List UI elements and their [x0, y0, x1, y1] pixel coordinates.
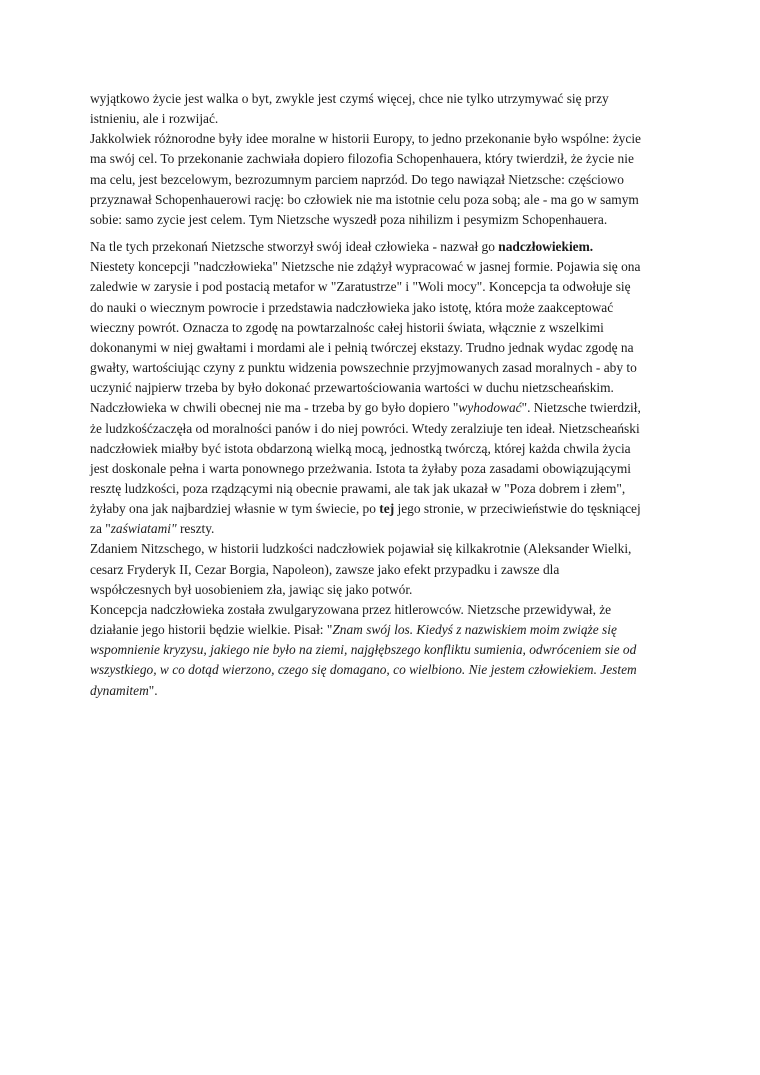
paragraph-4 — [90, 539, 672, 599]
paragraph-2-text: Jakkolwiek różnorodne były idee moralne w historii Europy, to jedno przekonanie było wspólne: życie ma swój cel. To przekonanie zachwiała dopiero filozofia Schopenhauera, który twierdził, że życie nie ma celu, jest bezcelowym, bezrozumnym parciem naprzód. Do tego nawiązał Nietzsche: częściowo przyznawał Schopenhauerowi rację: bo człowiek nie ma istotnie celu poza sobą; ale - ma go w samym sobie: samo zycie jest celem. Tym Nietzsche wyszedł poza nihilizm i pesymizm Schopenhauera. — [90, 131, 641, 227]
paragraph-4-text: Zdaniem Nitzschego, w historii ludzkości nadczłowiek pojawiał się kilkakrotnie (Aleksander Wielki, cesarz Fryderyk II, Cezar Borgia, Napoleon), zawsze jako efekt przypadku i zawsze dla współczesnych był uosobieniem zła, jawiąc się jako potwór. — [90, 541, 632, 597]
document-body — [90, 89, 672, 701]
paragraph-1-text: wyjątkowo życie jest walka o byt, zwykle jest czymś więcej, chce nie tylko utrzymywać się przy istnieniu, ale i rozwijać. — [90, 91, 609, 127]
paragraph-2 — [90, 129, 672, 230]
paragraph-3-bold-2: tej — [379, 501, 395, 517]
paragraph-5 — [90, 600, 672, 701]
paragraph-3-body-3: jego stronie, w przeciwieństwie do tęskniącej za " — [90, 501, 641, 537]
paragraph-3-intro: Na tle tych przekonań Nietzsche stworzył swój ideał człowieka - nazwał go — [90, 239, 499, 255]
paragraph-3-body-2: ". Nietzsche twierdził, że ludzkośćzaczęła od moralności panów i do niej powróci. Wtedy zeralziuje ten ideał. Nietzscheański nadczłowiek miałby być istota obdarzoną wielką mocą, jednostką twórczą, której każda chwila życia jest doskonale pełna i warta ponownego przeżwania. Istota ta żyłaby poza zasadami obowiązującymi resztę ludzkości, poza rządzącymi nią obecnie prawami, ale tak jak ukazał w "Poza dobrem i złem", żyłaby ona jak najbardziej własnie w tym świecie, po — [90, 400, 641, 517]
paragraph-3-body-1: Niestety koncepcji "nadczłowieka" Nietzsche nie zdążył wypracować w jasnej formie. Pojawia się ona zaledwie w zarysie i pod postacią metafor w "Zaratustrze" i "Woli mocy". Koncepcja ta odwołuje się do nauki o wiecznym powrocie i przedstawia nadczłowieka jako istotę, która może zaakceptować wieczny powrót. Oznacza to zgodę na powtarzalnośc całej historii świata, włącznie z wszelkimi dokonanymi w niej gwałtami i mordami ale i pełnią twórczej ekstazy. Trudno jednak wydac zgodę na gwałty, wartościując czyny z punktu widzenia powszechnie przyjmowanych zasad moralnych - aby to uczynić najpierw trzeba by było dokonać przewartościowania wartości w duchu nietzscheańskim. Nadczłowieka w chwili obecnej nie ma - trzeba by go było dopiero " — [90, 259, 641, 416]
paragraph-3 — [90, 237, 672, 539]
paragraph-3-bold-term: nadczłowiekiem. — [498, 239, 594, 255]
paragraph-3-body-4: reszty. — [176, 521, 215, 537]
paragraph-1 — [90, 89, 672, 129]
paragraph-5-outro: ". — [148, 682, 158, 698]
paragraph-5-intro: Koncepcja nadczłowieka została zwulgaryzowana przez hitlerowców. Nietzsche przewidywał, że działanie jego historii będzie wielkie. Pisał: " — [90, 601, 612, 638]
paragraph-5-quote: Znam swój los. Kiedyś z nazwiskiem moim zwiąże się wspomnienie kryzysu, jakiego nie było na ziemi, najgłębszego konfliktu sumienia, odwróceniem sie od wszystkiego, w co dotąd wierzono, czego się domagano, co wielbiono. Nie jestem człowiekiem. Jestem dynamitem — [90, 622, 637, 698]
paragraph-3-italic-1: wyhodować — [458, 400, 522, 416]
paragraph-3-italic-2: zaświatami" — [110, 521, 177, 537]
